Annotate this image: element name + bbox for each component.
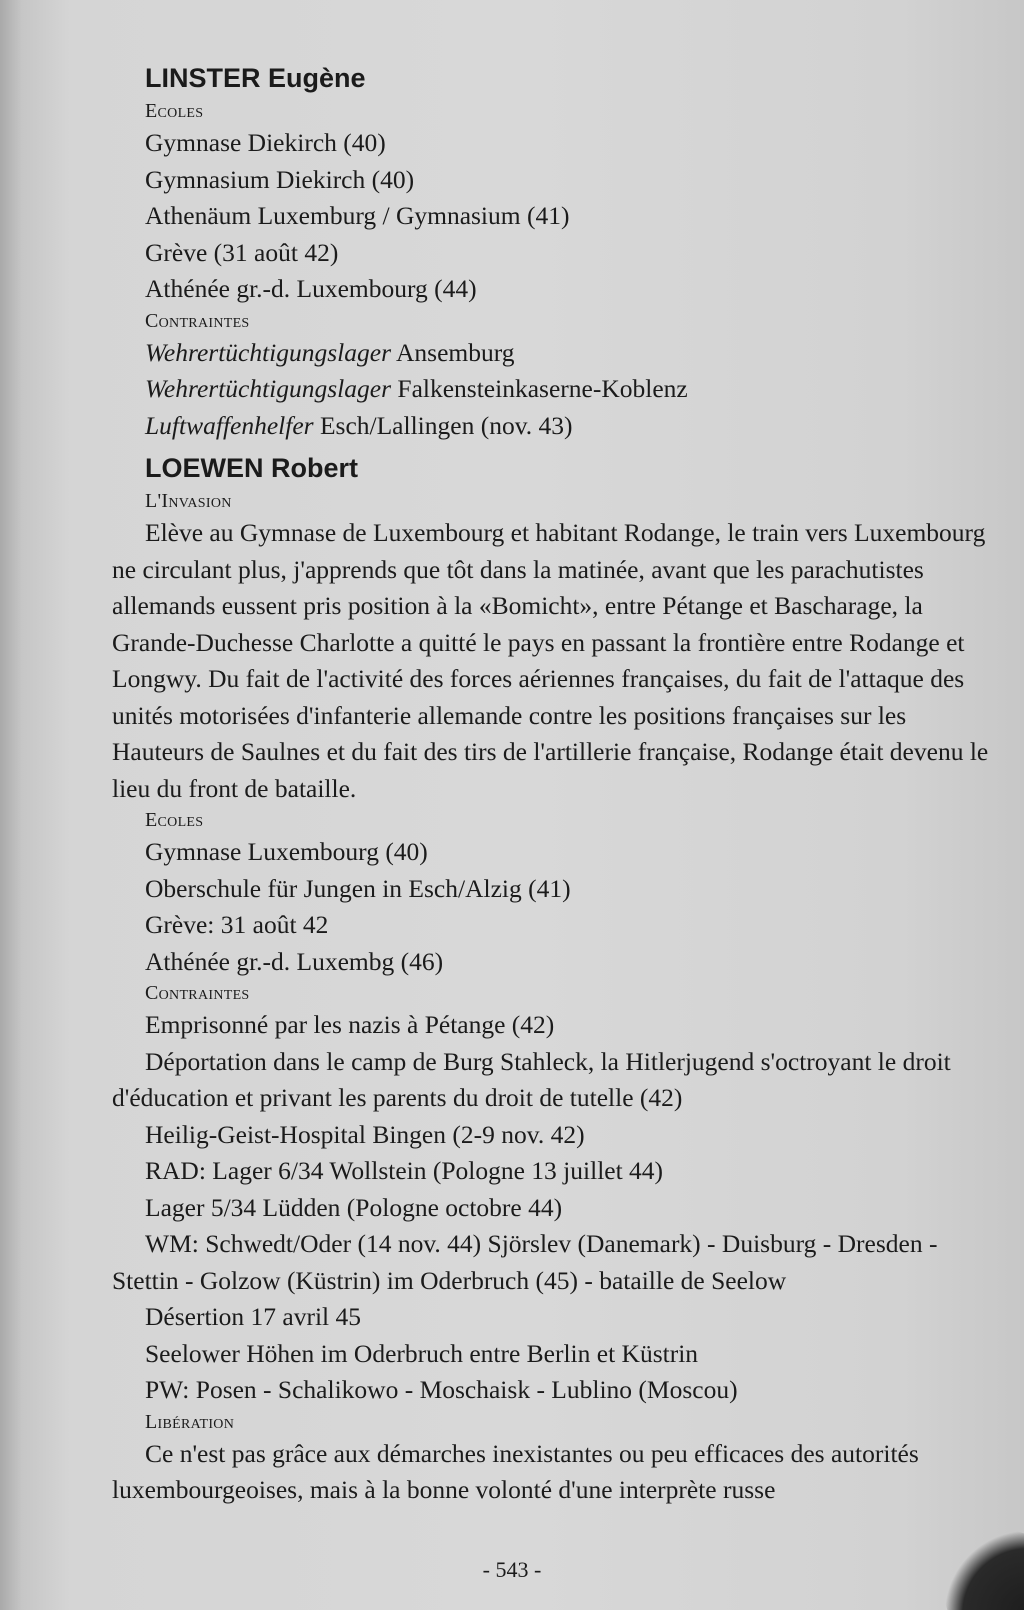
- list-item: Emprisonné par les nazis à Pétange (42): [145, 1010, 555, 1039]
- wm-paragraph: WM: Schwedt/Oder (14 nov. 44) Sjörslev (Danemark) - Duisburg - Dresden - Stettin - Golzow (Küstrin) im Oderbruch (45) - bataille de Seelow: [112, 1229, 938, 1295]
- list-item-text: Esch/Lallingen (nov. 43): [313, 410, 573, 440]
- list-item: Grève: 31 août 42: [145, 910, 329, 939]
- section-heading-contraintes: Contraintes: [145, 982, 250, 1004]
- liberation-paragraph: Ce n'est pas grâce aux démarches inexistantes ou peu efficaces des autorités luxembourgeoises, mais à la bonne volonté d'une interprète russe: [112, 1438, 919, 1504]
- list-item: PW: Posen - Schalikowo - Moschaisk - Lublino (Moscou): [145, 1375, 738, 1404]
- section-heading-invasion: L'Invasion: [145, 490, 232, 512]
- list-item: Athenäum Luxemburg / Gymnasium (41): [145, 201, 570, 230]
- page-content: [112, 58, 992, 1509]
- list-item: Désertion 17 avril 45: [145, 1302, 361, 1331]
- german-term: Luftwaffenhelfer: [145, 410, 314, 440]
- section-heading-ecoles: Ecoles: [145, 100, 204, 122]
- page-corner-shadow: [944, 1530, 1024, 1610]
- list-item: [145, 371, 992, 408]
- list-item: Athénée gr.-d. Luxembg (46): [145, 946, 444, 976]
- german-term: Wehrertüchtigungslager: [145, 374, 392, 403]
- page-number: - 543 -: [482, 1557, 542, 1582]
- list-item: Heilig-Geist-Hospital Bingen (2-9 nov. 42): [145, 1119, 585, 1149]
- invasion-paragraph: Elève au Gymnase de Luxembourg et habitant Rodange, le train vers Luxembourg ne circulant plus, j'apprends que tôt dans la matinée, avant que les parachutistes allemands eussent pris position à la «Bomicht», entre Pétange et Bascharage, la Grande-Duchesse Charlotte a quitté le pays en passant la frontière entre Rodange et Longwy. Du fait de l'activité des forces aériennes françaises, du fait de l'attaque des unités motorisées d'infanterie allemande contre les positions françaises sur les Hauteurs de Saulnes et du fait des tirs de l'artillerie française, Rodange était devenu le lieu du front de bataille.: [112, 518, 989, 803]
- list-item: Athénée gr.-d. Luxembourg (44): [145, 274, 477, 303]
- person-name-linster: LINSTER Eugène: [145, 63, 366, 93]
- list-item: Oberschule für Jungen in Esch/Alzig (41): [145, 873, 571, 903]
- list-item-text: Ansemburg: [391, 337, 515, 367]
- german-term: Wehrertüchtigungslager: [145, 337, 392, 367]
- list-item: RAD: Lager 6/34 Wollstein (Pologne 13 juillet 44): [145, 1156, 664, 1185]
- person-name-loewen: LOEWEN Robert: [145, 453, 358, 483]
- list-item: Seelower Höhen im Oderbruch entre Berlin et Küstrin: [145, 1338, 699, 1368]
- deportation-paragraph: Déportation dans le camp de Burg Stahleck, la Hitlerjugend s'octroyant le droit d'éducation et privant les parents du droit de tutelle (42): [112, 1046, 951, 1112]
- list-item: [145, 335, 992, 372]
- list-item: Lager 5/34 Lüdden (Pologne octobre 44): [145, 1192, 563, 1222]
- list-item-text: Falkensteinkaserne-Koblenz: [391, 374, 688, 403]
- list-item: Grève (31 août 42): [145, 237, 339, 267]
- section-heading-contraintes: Contraintes: [145, 309, 250, 332]
- section-heading-liberation: Libération: [145, 1410, 235, 1433]
- list-item: Gymnase Diekirch (40): [145, 128, 386, 157]
- list-item: Gymnase Luxembourg (40): [145, 837, 428, 866]
- list-item: [145, 408, 992, 445]
- list-item: Gymnasium Diekirch (40): [145, 164, 415, 194]
- section-heading-ecoles: Ecoles: [145, 809, 204, 831]
